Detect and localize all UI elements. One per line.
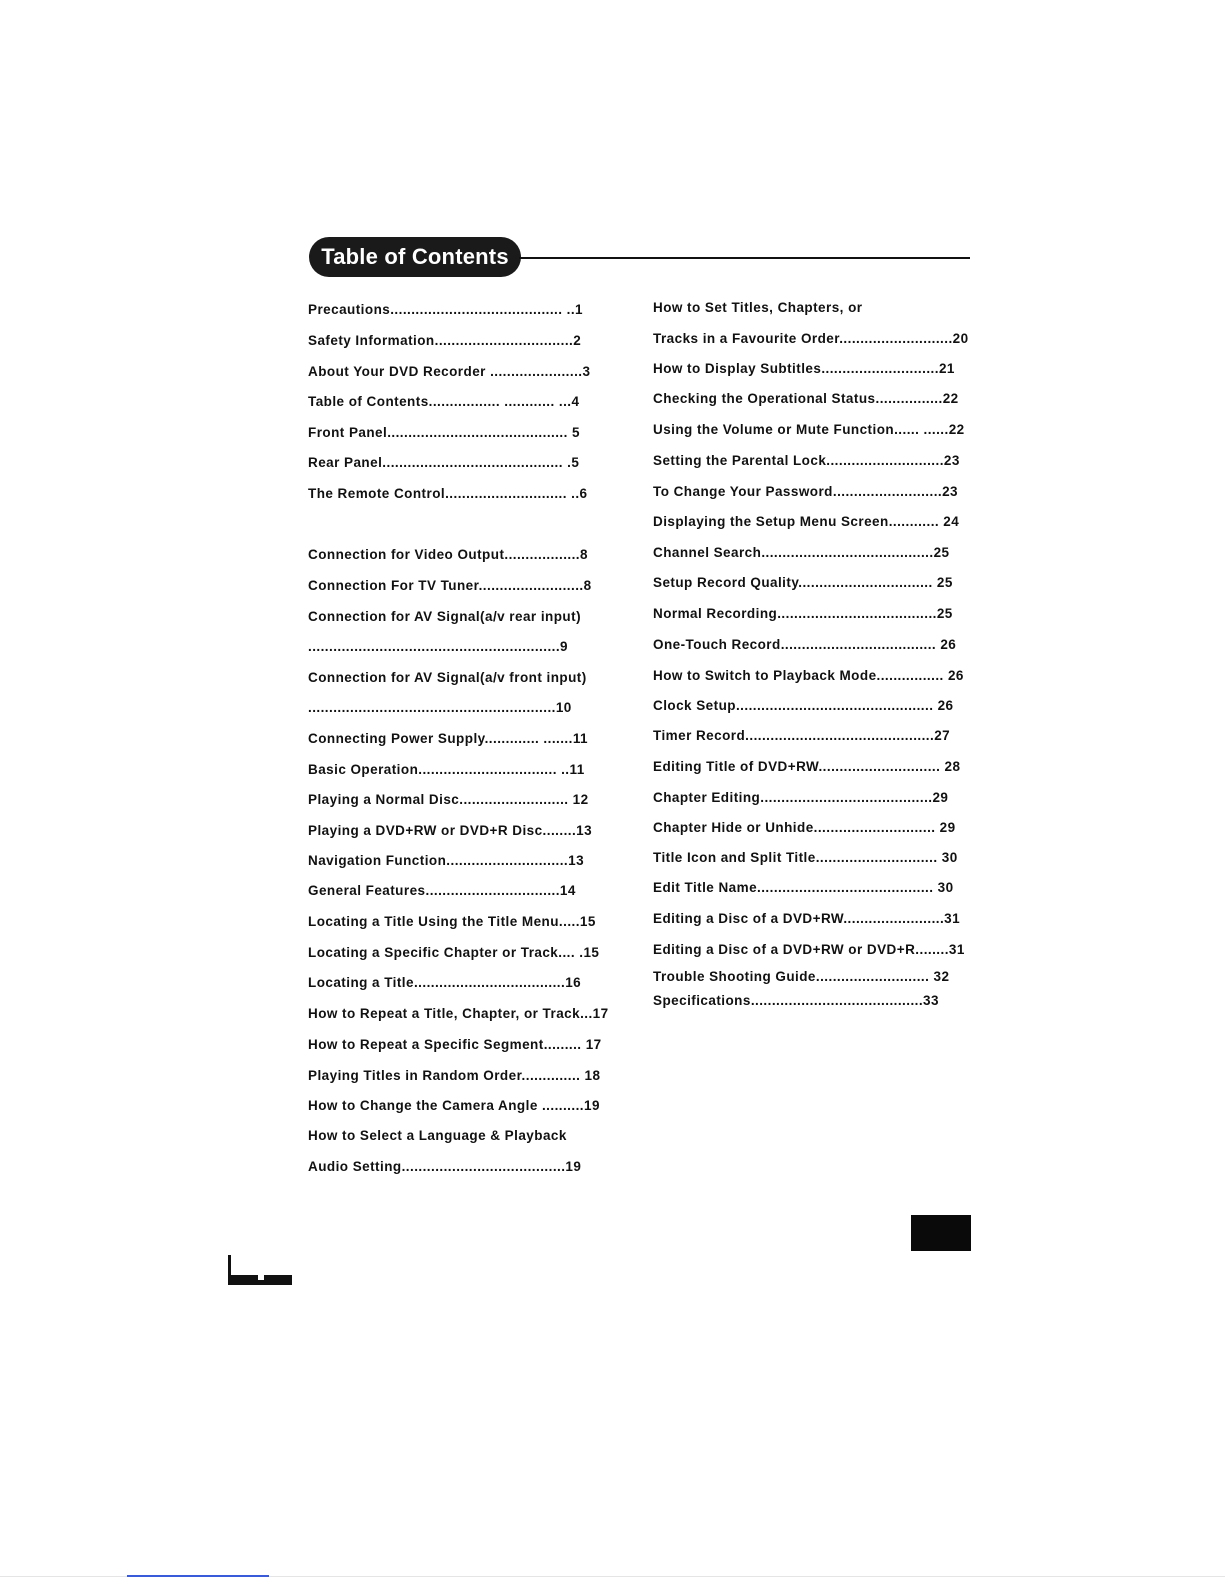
- toc-entry: How to Change the Camera Angle ..........19: [308, 1098, 600, 1113]
- header-rule: [519, 257, 970, 259]
- toc-entry: Using the Volume or Mute Function...... ......22: [653, 422, 965, 437]
- toc-entry: Precautions......................................... ..1: [308, 302, 584, 317]
- toc-entry: Clock Setup............................................... 26: [653, 698, 954, 713]
- page-bottom-highlight: [127, 1575, 269, 1577]
- toc-entry: How to Repeat a Specific Segment......... 17: [308, 1037, 602, 1052]
- toc-entry: Channel Search.........................................25: [653, 545, 950, 560]
- toc-entry: One-Touch Record..................................... 26: [653, 637, 957, 652]
- page-number-tab: [911, 1215, 971, 1251]
- toc-entry: Edit Title Name.......................................... 30: [653, 880, 954, 895]
- toc-entry: Chapter Editing.........................................29: [653, 790, 949, 805]
- toc-entry: Playing Titles in Random Order.............. 18: [308, 1068, 601, 1083]
- toc-entry: Locating a Title....................................16: [308, 975, 582, 990]
- toc-entry: How to Select a Language & Playback: [308, 1128, 567, 1143]
- toc-entry: ............................................................9: [308, 639, 569, 654]
- toc-entry: Connecting Power Supply............. .......11: [308, 731, 588, 746]
- toc-entry: Displaying the Setup Menu Screen............ 24: [653, 514, 960, 529]
- toc-entry: Setup Record Quality................................ 25: [653, 575, 953, 590]
- corner-registration-mark: [228, 1255, 292, 1285]
- toc-entry: Normal Recording......................................25: [653, 606, 953, 621]
- toc-entry: Locating a Title Using the Title Menu.....15: [308, 914, 596, 929]
- toc-entry: Playing a DVD+RW or DVD+R Disc........13: [308, 823, 593, 838]
- toc-entry: About Your DVD Recorder ......................3: [308, 364, 591, 379]
- toc-entry: The Remote Control............................. ..6: [308, 486, 588, 501]
- toc-entry: Front Panel........................................... 5: [308, 425, 580, 440]
- toc-entry: Audio Setting.......................................19: [308, 1159, 582, 1174]
- toc-entry: General Features................................14: [308, 883, 576, 898]
- toc-entry: Navigation Function.............................13: [308, 853, 585, 868]
- toc-entry: Checking the Operational Status................22: [653, 391, 959, 406]
- toc-title: Table of Contents: [321, 244, 509, 269]
- toc-entry: Tracks in a Favourite Order...........................20: [653, 331, 969, 346]
- toc-entry: Rear Panel........................................... .5: [308, 455, 580, 470]
- toc-entry: Trouble Shooting Guide........................... 32: [653, 969, 950, 984]
- toc-entry: How to Display Subtitles............................21: [653, 361, 955, 376]
- toc-entry: How to Set Titles, Chapters, or: [653, 300, 863, 315]
- toc-entry: Basic Operation................................. ..11: [308, 762, 585, 777]
- toc-entry: How to Switch to Playback Mode................ 26: [653, 668, 964, 683]
- toc-entry: Setting the Parental Lock............................23: [653, 453, 960, 468]
- toc-entry: Specifications.........................................33: [653, 993, 939, 1008]
- toc-entry: Editing a Disc of a DVD+RW........................31: [653, 911, 961, 926]
- toc-title-badge: [309, 237, 521, 277]
- toc-entry: Title Icon and Split Title............................. 30: [653, 850, 958, 865]
- toc-entry: Timer Record.............................................27: [653, 728, 951, 743]
- toc-entry: How to Repeat a Title, Chapter, or Track...17: [308, 1006, 609, 1021]
- toc-entry: Connection for Video Output..................8: [308, 547, 588, 562]
- toc-entry: ...........................................................10: [308, 700, 572, 715]
- toc-entry: Locating a Specific Chapter or Track.... .15: [308, 945, 600, 960]
- toc-entry: Playing a Normal Disc.......................... 12: [308, 792, 589, 807]
- toc-entry: Editing a Disc of a DVD+RW or DVD+R........31: [653, 942, 965, 957]
- toc-entry: Connection for AV Signal(a/v front input): [308, 670, 587, 685]
- toc-entry: Connection for AV Signal(a/v rear input): [308, 609, 582, 624]
- toc-entry: Chapter Hide or Unhide............................. 29: [653, 820, 956, 835]
- toc-entry: Safety Information.................................2: [308, 333, 582, 348]
- toc-entry: Connection For TV Tuner.........................8: [308, 578, 592, 593]
- toc-entry: Editing Title of DVD+RW............................. 28: [653, 759, 961, 774]
- toc-entry: To Change Your Password..........................23: [653, 484, 959, 499]
- toc-entry: Table of Contents................. ............ ...4: [308, 394, 580, 409]
